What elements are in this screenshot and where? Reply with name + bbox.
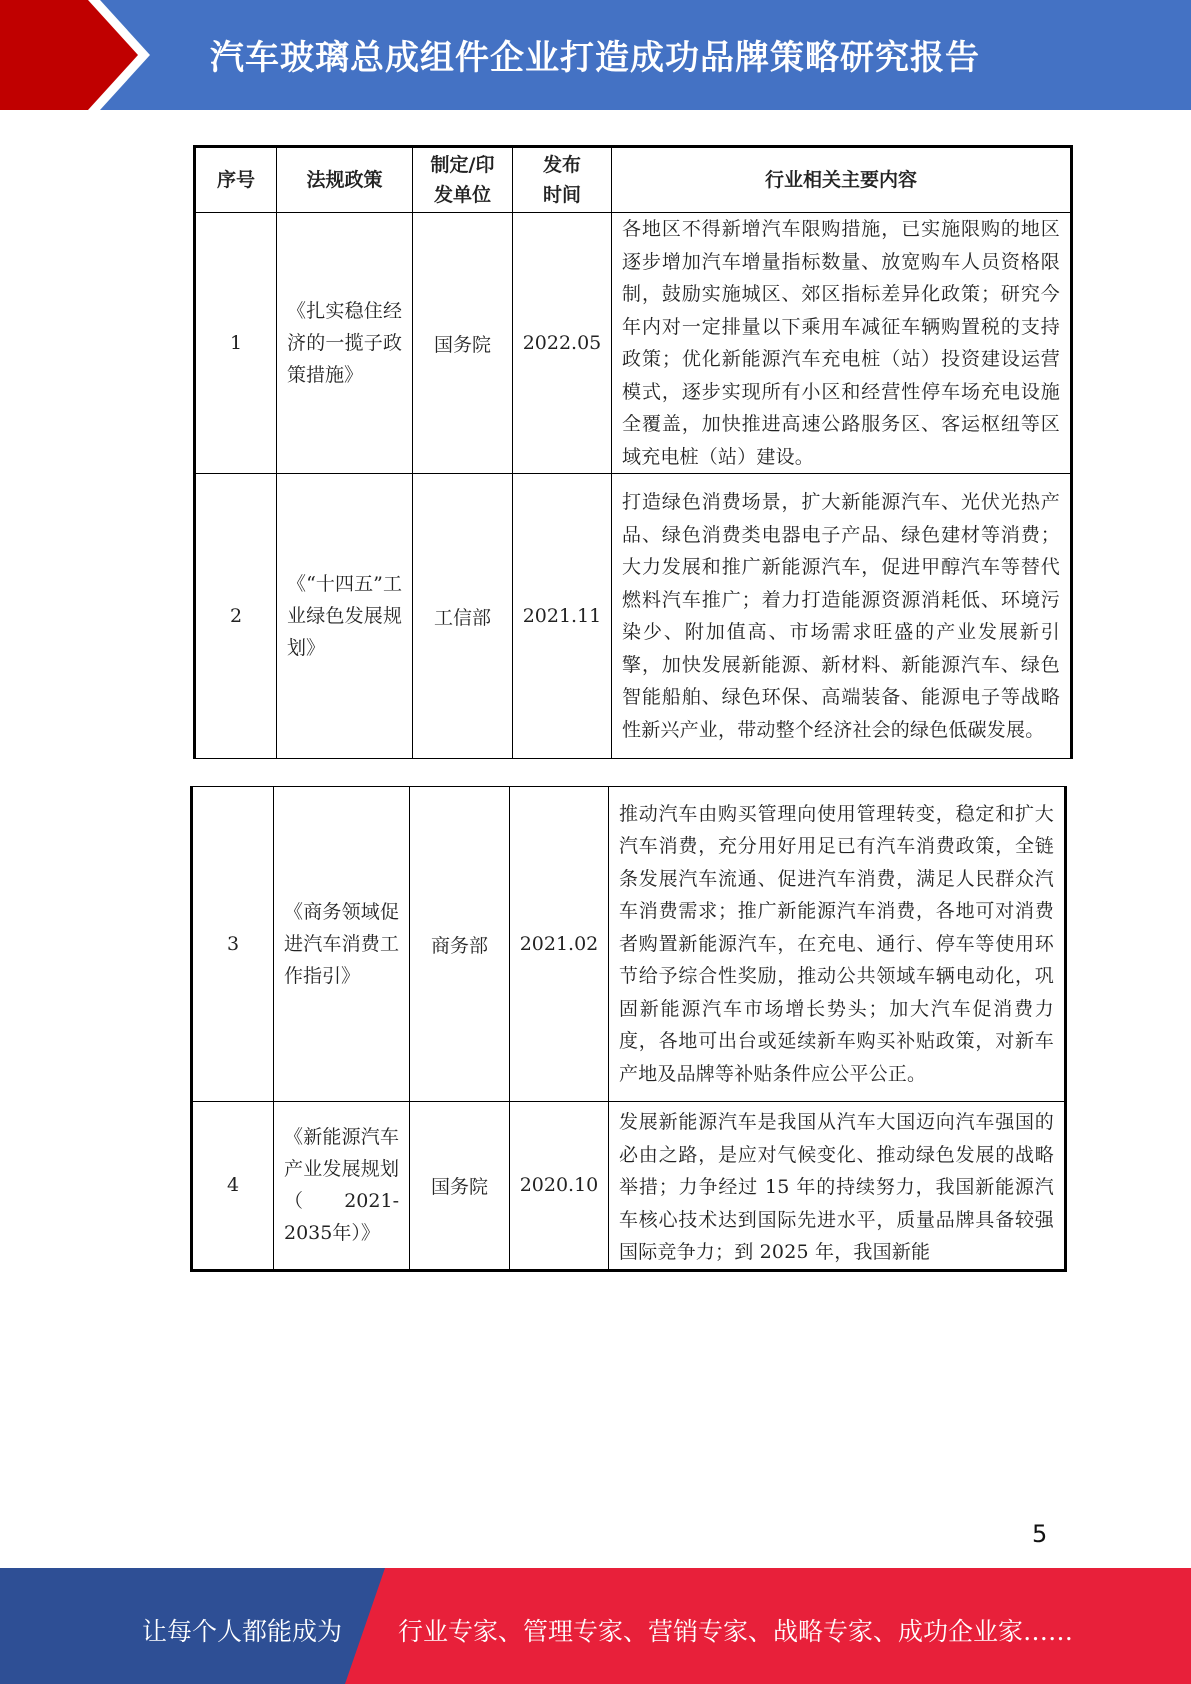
row-date: 2021.02 <box>510 787 609 1102</box>
table-row <box>195 213 1072 474</box>
table-header-row <box>195 147 1072 213</box>
header-unit: 制定/印 发单位 <box>413 147 513 213</box>
header-chevron-icon <box>0 0 150 110</box>
row-unit: 国务院 <box>413 213 513 474</box>
row-policy: 《“十四五”工业绿色发展规划》 <box>277 474 413 759</box>
footer-slogan-left: 让每个人都能成为 <box>142 1617 343 1646</box>
header-banner <box>0 0 1191 110</box>
row-no: 3 <box>192 787 274 1102</box>
row-date: 2021.11 <box>513 474 612 759</box>
row-policy: 《新能源汽车产业发展规划（2021-2035年）》 <box>274 1102 410 1271</box>
header-date: 发布 时间 <box>513 147 612 213</box>
table-row <box>195 474 1072 759</box>
row-no: 2 <box>195 474 277 759</box>
header-policy: 法规政策 <box>277 147 413 213</box>
row-no: 1 <box>195 213 277 474</box>
policy-table-part-1 <box>193 145 1073 759</box>
footer-banner <box>0 1568 1191 1684</box>
row-policy: 《扎实稳住经济的一揽子政策措施》 <box>277 213 413 474</box>
row-content: 打造绿色消费场景，扩大新能源汽车、光伏光热产品、绿色消费类电器电子产品、绿色建材等消费；大力发展和推广新能源汽车，促进甲醇汽车等替代燃料汽车推广；着力打造能源资源消耗低、环境污染少、附加值高、市场需求旺盛的产业发展新引擎，加快发展新能源、新材料、新能源汽车、绿色智能船舶、绿色环保、高端装备、能源电子等战略性新兴产业，带动整个经济社会的绿色低碳发展。 <box>612 474 1072 759</box>
table-row <box>192 1102 1066 1271</box>
page-number: 5 <box>1032 1520 1048 1548</box>
row-content: 推动汽车由购买管理向使用管理转变，稳定和扩大汽车消费，充分用好用足已有汽车消费政策，全链条发展汽车流通、促进汽车消费，满足人民群众汽车消费需求；推广新能源汽车消费，各地可对消费者购置新能源汽车，在充电、通行、停车等使用环节给予综合性奖励，推动公共领域车辆电动化，巩固新能源汽车市场增长势头；加大汽车促消费力度，各地可出台或延续新车购买补贴政策，对新车产地及品牌等补贴条件应公平公正。 <box>609 787 1066 1102</box>
row-unit: 工信部 <box>413 474 513 759</box>
row-policy: 《商务领域促进汽车消费工作指引》 <box>274 787 410 1102</box>
row-date: 2022.05 <box>513 213 612 474</box>
row-content: 各地区不得新增汽车限购措施，已实施限购的地区逐步增加汽车增量指标数量、放宽购车人员资格限制，鼓励实施城区、郊区指标差异化政策；研究今年内对一定排量以下乘用车减征车辆购置税的支持政策；优化新能源汽车充电桩（站）投资建设运营模式，逐步实现所有小区和经营性停车场充电设施全覆盖，加快推进高速公路服务区、客运枢纽等区域充电桩（站）建设。 <box>612 213 1072 474</box>
policy-table-part-2 <box>190 786 1067 1272</box>
row-content: 发展新能源汽车是我国从汽车大国迈向汽车强国的必由之路，是应对气候变化、推动绿色发展的战略举措；力争经过 15 年的持续努力，我国新能源汽车核心技术达到国际先进水平，质量品牌具备较强国际竞争力；到 2025 年，我国新能 <box>609 1102 1066 1271</box>
report-title: 汽车玻璃总成组件企业打造成功品牌策略研究报告 <box>210 38 980 78</box>
row-unit: 国务院 <box>410 1102 510 1271</box>
row-date: 2020.10 <box>510 1102 609 1271</box>
row-unit: 商务部 <box>410 787 510 1102</box>
header-content: 行业相关主要内容 <box>612 147 1072 213</box>
table-row <box>192 787 1066 1102</box>
row-no: 4 <box>192 1102 274 1271</box>
header-no: 序号 <box>195 147 277 213</box>
footer-slogan-right: 行业专家、管理专家、营销专家、战略专家、成功企业家…… <box>398 1617 1074 1646</box>
